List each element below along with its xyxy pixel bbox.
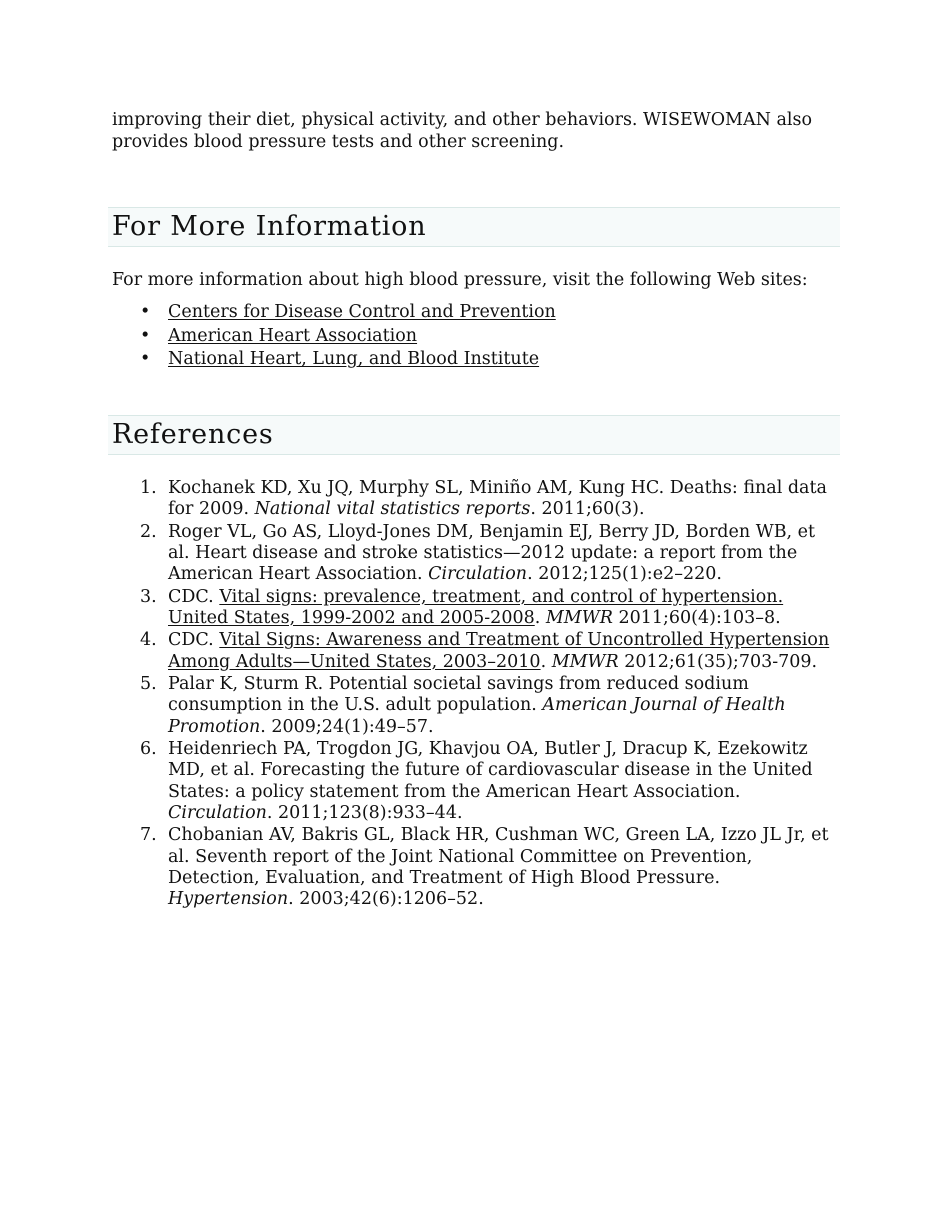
reference-text: Kochanek KD, Xu JQ, Murphy SL, Miniño AM, Kung HC. Deaths: final data for 2009.	[168, 477, 827, 519]
reference-journal: American Journal of Health Promotion	[168, 695, 786, 737]
reference-journal: Circulation	[428, 563, 528, 584]
reference-item	[112, 522, 840, 586]
reference-prefix: CDC.	[168, 630, 220, 651]
reference-item	[112, 825, 840, 910]
reference-journal: MMWR	[545, 607, 613, 628]
aha-link[interactable]: American Heart Association	[168, 325, 418, 346]
vital-signs-2012-link[interactable]: Vital Signs: Awareness and Treatment of Uncontrolled Hypertension Among Adults—United States, 2003–2010	[168, 630, 830, 672]
intro-paragraph: improving their diet, physical activity, and other behaviors. WISEWOMAN also provides blood pressure tests and other screening.	[112, 110, 813, 152]
reference-citation: 2011;60(4):103–8.	[612, 607, 781, 628]
reference-text: Palar K, Sturm R. Potential societal savings from reduced sodium consumption in the U.S. adult population.	[168, 674, 749, 716]
bullet-icon: •	[140, 325, 151, 346]
more-info-lead: For more information about high blood pressure, visit the following Web sites:	[112, 270, 808, 291]
list-item	[112, 348, 840, 371]
document-page	[112, 110, 840, 912]
reference-number: 1.	[140, 477, 157, 498]
reference-text: Chobanian AV, Bakris GL, Black HR, Cushman WC, Green LA, Izzo JL Jr, et al. Seventh report of the Joint National Committee on Prevention, Detection, Evaluation, and Treatment of High Blood Pressure.	[168, 825, 829, 888]
reference-separator: .	[540, 651, 552, 672]
more-info-links	[112, 301, 840, 371]
reference-number: 2.	[140, 521, 157, 542]
reference-text: Heidenriech PA, Trogdon JG, Khavjou OA, Butler J, Dracup K, Ezekowitz MD, et al. Forecasting the future of cardiovascular disease in the United States: a policy statement from the American Heart Association.	[168, 739, 813, 802]
reference-number: 7.	[140, 825, 157, 846]
reference-item	[112, 478, 840, 520]
reference-journal: National vital statistics reports	[254, 498, 531, 519]
reference-item	[112, 739, 840, 824]
cdc-link[interactable]: Centers for Disease Control and Prevention	[168, 302, 556, 323]
reference-citation: . 2011;60(3).	[530, 498, 645, 519]
reference-citation: . 2012;125(1):e2–220.	[527, 563, 722, 584]
reference-citation: 2012;61(35);703-709.	[618, 651, 818, 672]
vital-signs-2011-link[interactable]: Vital signs: prevalence, treatment, and control of hypertension. United States, 1999-2002 and 2005-2008	[168, 586, 784, 628]
reference-separator: .	[534, 607, 546, 628]
reference-citation: . 2009;24(1):49–57.	[260, 716, 434, 737]
references-heading: References	[108, 415, 840, 455]
reference-text: Roger VL, Go AS, Lloyd-Jones DM, Benjamin EJ, Berry JD, Borden WB, et al. Heart disease and stroke statistics—2012 update: a report from the American Heart Association.	[168, 521, 816, 584]
nhlbi-link[interactable]: National Heart, Lung, and Blood Institute	[168, 349, 540, 369]
reference-journal: Circulation	[168, 802, 267, 823]
reference-journal: Hypertension	[168, 888, 289, 909]
list-item	[112, 301, 840, 324]
reference-citation: . 2011;123(8):933–44.	[266, 802, 463, 823]
reference-citation: . 2003;42(6):1206–52.	[288, 888, 484, 909]
reference-item	[112, 587, 840, 629]
reference-number: 4.	[140, 630, 157, 651]
references-list	[112, 478, 840, 910]
reference-prefix: CDC.	[168, 586, 220, 607]
reference-number: 3.	[140, 586, 157, 607]
bullet-icon: •	[140, 349, 151, 369]
reference-number: 6.	[140, 739, 157, 760]
reference-item	[112, 674, 840, 738]
more-info-heading: For More Information	[108, 207, 840, 247]
reference-item	[112, 630, 840, 672]
reference-number: 5.	[140, 674, 157, 695]
reference-journal: MMWR	[551, 651, 619, 672]
bullet-icon: •	[140, 302, 151, 323]
list-item	[112, 325, 840, 348]
